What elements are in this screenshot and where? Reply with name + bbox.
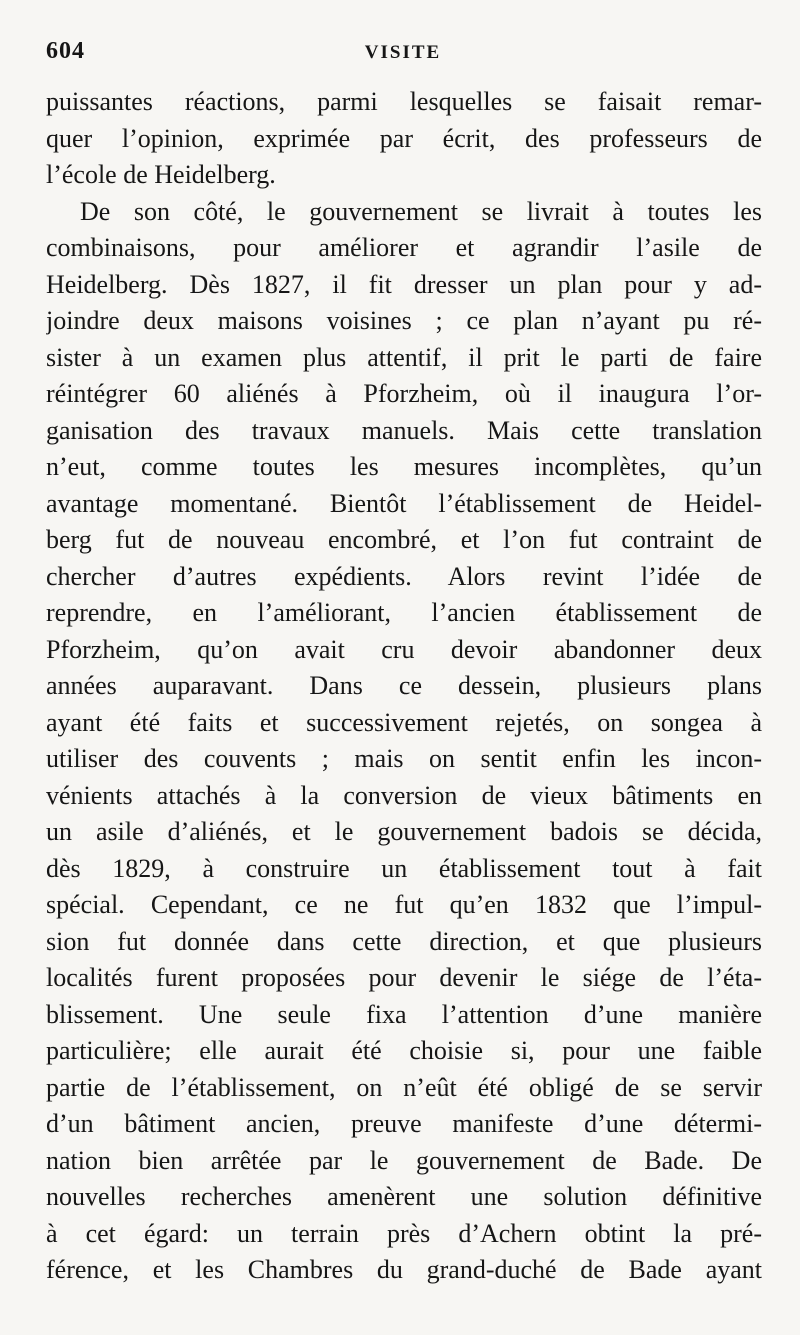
text-line: spécial. Cependant, ce ne fut qu’en 1832 que l’impul- — [46, 890, 762, 919]
text-line: vénients attachés à la conversion de vieux bâtiments en — [46, 780, 762, 810]
page-header — [46, 38, 760, 78]
body-text — [46, 84, 762, 1289]
text-line: utiliser des couvents ; mais on sentit enfin les incon- — [46, 744, 762, 773]
text-line: ayant été faits et successivement rejetés, on songea à — [46, 707, 762, 737]
text-line: ganisation des travaux manuels. Mais cette translation — [46, 415, 762, 445]
running-title: VISITE — [364, 42, 442, 63]
text-line: dès 1829, à construire un établissement tout à fait — [46, 853, 762, 883]
text-line: berg fut de nouveau encombré, et l’on fut contraint de — [46, 525, 762, 554]
text-line: un asile d’aliénés, et le gouvernement badois se décida, — [46, 817, 762, 846]
text-line: particulière; elle aurait été choisie si, pour une faible — [46, 1036, 762, 1065]
text-line: réintégrer 60 aliénés à Pforzheim, où il inaugura l’or- — [46, 379, 762, 408]
text-line: à cet égard: un terrain près d’Achern obtint la pré- — [46, 1218, 762, 1248]
text-line: joindre deux maisons voisines ; ce plan n’ayant pu ré- — [46, 306, 762, 335]
text-line: quer l’opinion, exprimée par écrit, des professeurs de — [46, 123, 762, 153]
text-line: reprendre, en l’améliorant, l’ancien établissement de — [46, 598, 762, 627]
text-line: chercher d’autres expédients. Alors revint l’idée de — [46, 561, 762, 591]
text-line: combinaisons, pour améliorer et agrandir l’asile de — [46, 233, 762, 262]
text-line: localités furent proposées pour devenir le siége de l’éta- — [46, 963, 762, 992]
page-number: 604 — [46, 38, 85, 64]
text-line: années auparavant. Dans ce dessein, plusieurs plans — [46, 671, 762, 700]
text-line: De son côté, le gouvernement se livrait à toutes les — [80, 196, 762, 226]
text-line: sister à un examen plus attentif, il prit le parti de faire — [46, 342, 762, 372]
text-line: puissantes réactions, parmi lesquelles se faisait remar- — [46, 87, 762, 116]
text-line: Heidelberg. Dès 1827, il fit dresser un plan pour y ad- — [46, 269, 762, 299]
text-line: férence, et les Chambres du grand-duché de Bade ayant — [46, 1255, 762, 1284]
text-line: sion fut donnée dans cette direction, et que plusieurs — [46, 926, 762, 956]
text-line: nation bien arrêtée par le gouvernement de Bade. De — [46, 1145, 762, 1175]
text-line: n’eut, comme toutes les mesures incomplètes, qu’un — [46, 452, 762, 481]
text-line: partie de l’établissement, on n’eût été obligé de se servir — [46, 1072, 762, 1102]
text-line: avantage momentané. Bientôt l’établissement de Heidel- — [46, 488, 762, 518]
text-line: d’un bâtiment ancien, preuve manifeste d’une détermi- — [46, 1109, 762, 1138]
text-line: l’école de Heidelberg. — [46, 160, 276, 189]
text-line: nouvelles recherches amenèrent une solution définitive — [46, 1182, 762, 1211]
text-line: Pforzheim, qu’on avait cru devoir abandonner deux — [46, 634, 762, 664]
text-line: blissement. Une seule fixa l’attention d’une manière — [46, 999, 762, 1029]
